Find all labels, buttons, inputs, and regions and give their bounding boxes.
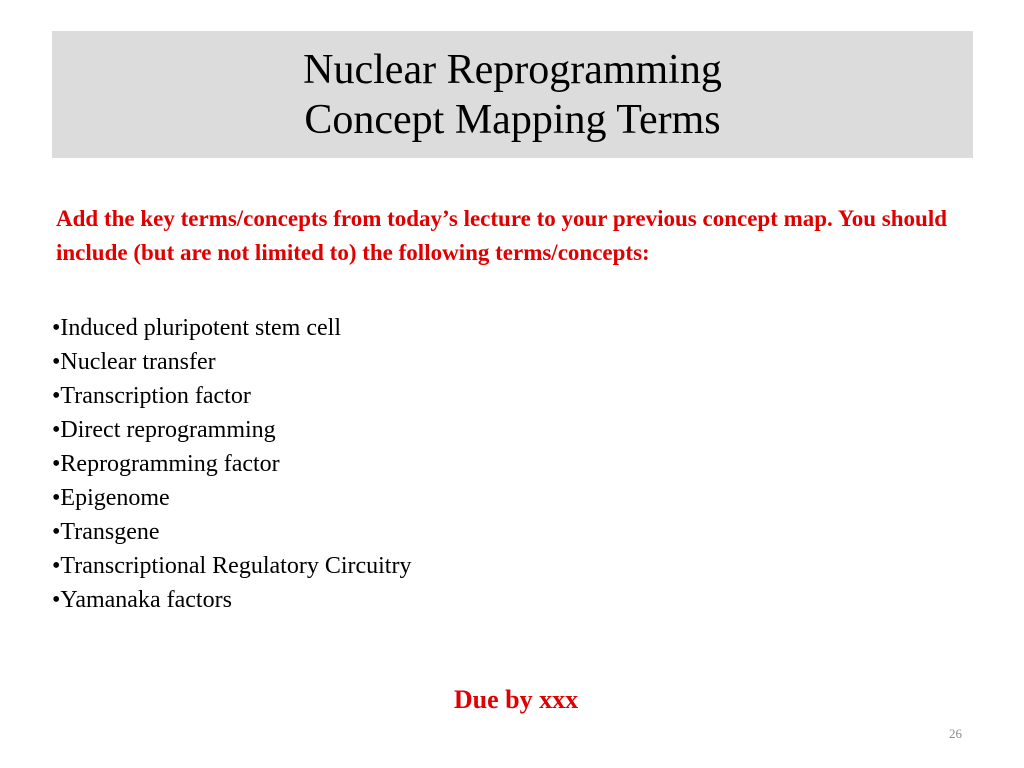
term-label: Nuclear transfer (60, 349, 216, 375)
slide-title (52, 31, 973, 158)
slide-number: 26 (949, 726, 962, 741)
term-label: Direct reprogramming (60, 417, 276, 443)
terms-list (52, 311, 411, 617)
term-label: Transcription factor (60, 383, 251, 409)
list-item (52, 583, 411, 617)
title-line-2: Concept Mapping Terms (304, 96, 721, 143)
bullet-icon: • (52, 417, 61, 443)
term-label: Epigenome (60, 485, 170, 511)
list-item (52, 413, 411, 447)
bullet-icon: • (52, 451, 61, 477)
bullet-icon: • (52, 553, 61, 579)
term-label: Transcriptional Regulatory Circuitry (60, 553, 412, 579)
due-date-text: Due by xxx (453, 685, 579, 714)
list-item (52, 481, 411, 515)
bullet-icon: • (52, 349, 61, 375)
list-item (52, 515, 411, 549)
bullet-icon: • (52, 383, 61, 409)
list-item (52, 311, 411, 345)
list-item (52, 345, 411, 379)
list-item (52, 379, 411, 413)
list-item (52, 447, 411, 481)
term-label: Yamanaka factors (60, 587, 232, 613)
term-label: Transgene (60, 519, 160, 545)
bullet-icon: • (52, 519, 61, 545)
term-label: Reprogramming factor (60, 451, 280, 477)
bullet-icon: • (52, 587, 61, 613)
instruction-text: Add the key terms/concepts from today’s lecture to your previous concept map. You should include (but are not limited to) the following terms/concepts: (56, 206, 948, 265)
bullet-icon: • (52, 315, 61, 341)
title-line-1: Nuclear Reprogramming (303, 46, 722, 93)
list-item (52, 549, 411, 583)
term-label: Induced pluripotent stem cell (60, 315, 341, 341)
bullet-icon: • (52, 485, 61, 511)
